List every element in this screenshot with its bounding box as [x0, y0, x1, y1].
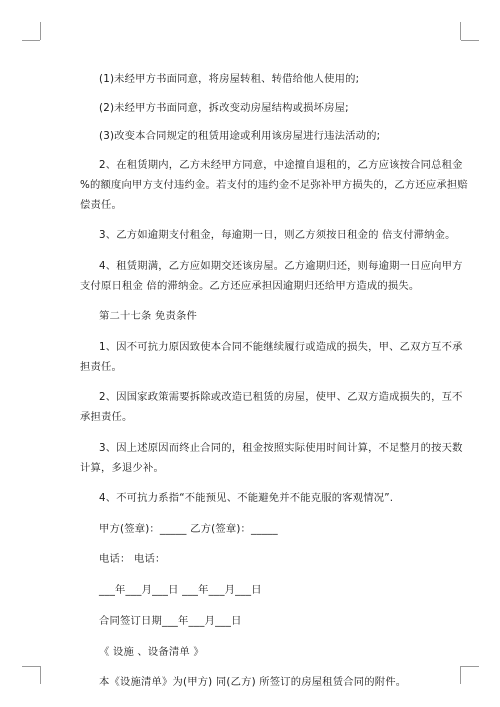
text-line: 3、因上述原因而终止合同的，租金按照实际使用时间计算，不足整月的按天数 — [99, 441, 463, 454]
text-line: 支付原日租金 倍的滞纳金。乙方还应承担因逾期归还给甲方造成的损失。 — [80, 279, 420, 292]
text-line: 2、因国家政策需要拆除或改造已租赁的房屋，使甲、乙双方造成损失的，互不 — [99, 391, 463, 403]
clause-item-3 — [80, 126, 420, 146]
text-line: 3、乙方如逾期支付租金，每逾期一日，则乙方须按日租金的 倍支付滞纳金。 — [99, 229, 456, 241]
paragraph-lease-expiry — [80, 256, 463, 296]
text-line: 电话： 电话： — [99, 553, 166, 565]
contract-signing-date — [80, 611, 420, 631]
text-line: 第二十七条 免责条件 — [99, 310, 197, 322]
clause-item-2 — [80, 98, 420, 118]
text-line: 4、不可抗力系指“不能预见、不能避免并不能克服的客观情况”. — [99, 492, 394, 504]
facility-list-intro — [80, 672, 420, 692]
text-line: %的额度向甲方支付违约金。若支付的违约金不足弥补甲方损失的，乙方还应承担赔 — [80, 178, 468, 191]
text-line: 4、租赁期满，乙方应如期交还该房屋。乙方逾期归还，则每逾期一日应向甲方 — [99, 259, 463, 272]
document-body — [80, 60, 468, 692]
paragraph-rent-calculation — [80, 438, 463, 478]
text-line: (3)改变本合同规定的租赁用途或利用该房屋进行违法活动的; — [99, 130, 381, 142]
text-line: 本《设施清单》为(甲方) 同(乙方) 所签订的房屋租赁合同的附件。 — [99, 676, 407, 688]
text-line: 甲方(签章)：_____ 乙方(签章)：_____ — [99, 522, 278, 535]
text-line: 偿责任。 — [80, 198, 122, 211]
signature-line — [80, 519, 420, 539]
text-line: (1)未经甲方书面同意，将房屋转租、转借给他人使用的; — [99, 73, 360, 85]
text-line: ___年___月___日 ___年___月___日 — [99, 583, 262, 596]
text-line: (2)未经甲方书面同意，拆改变动房屋结构或损坏房屋; — [99, 101, 349, 114]
text-line: 担责任。 — [80, 360, 122, 373]
paragraph-late-rent — [80, 225, 456, 245]
text-line: 2、在租赁期内，乙方未经甲方同意，中途擅自退租的，乙方应该按合同总租金 — [99, 158, 463, 171]
text-line: 1、因不可抗力原因致使本合同不能继续履行或造成的损失，甲、乙双方互不承 — [99, 340, 463, 353]
facility-list-title — [80, 642, 420, 662]
paragraph-policy — [80, 387, 463, 427]
date-line — [80, 580, 420, 600]
paragraph-force-majeure — [80, 337, 463, 377]
text-line: 《 设施 、设备清单 》 — [99, 645, 204, 658]
section-heading — [80, 306, 420, 326]
paragraph-force-majeure-definition — [80, 488, 420, 508]
text-line: 承担责任。 — [80, 411, 133, 423]
clause-item-1 — [80, 69, 420, 89]
paragraph-early-termination — [80, 155, 468, 215]
phone-line — [80, 549, 420, 569]
text-line: 合同签订日期___年___月___日 — [99, 615, 242, 627]
text-line: 计算，多退少补。 — [80, 461, 164, 474]
